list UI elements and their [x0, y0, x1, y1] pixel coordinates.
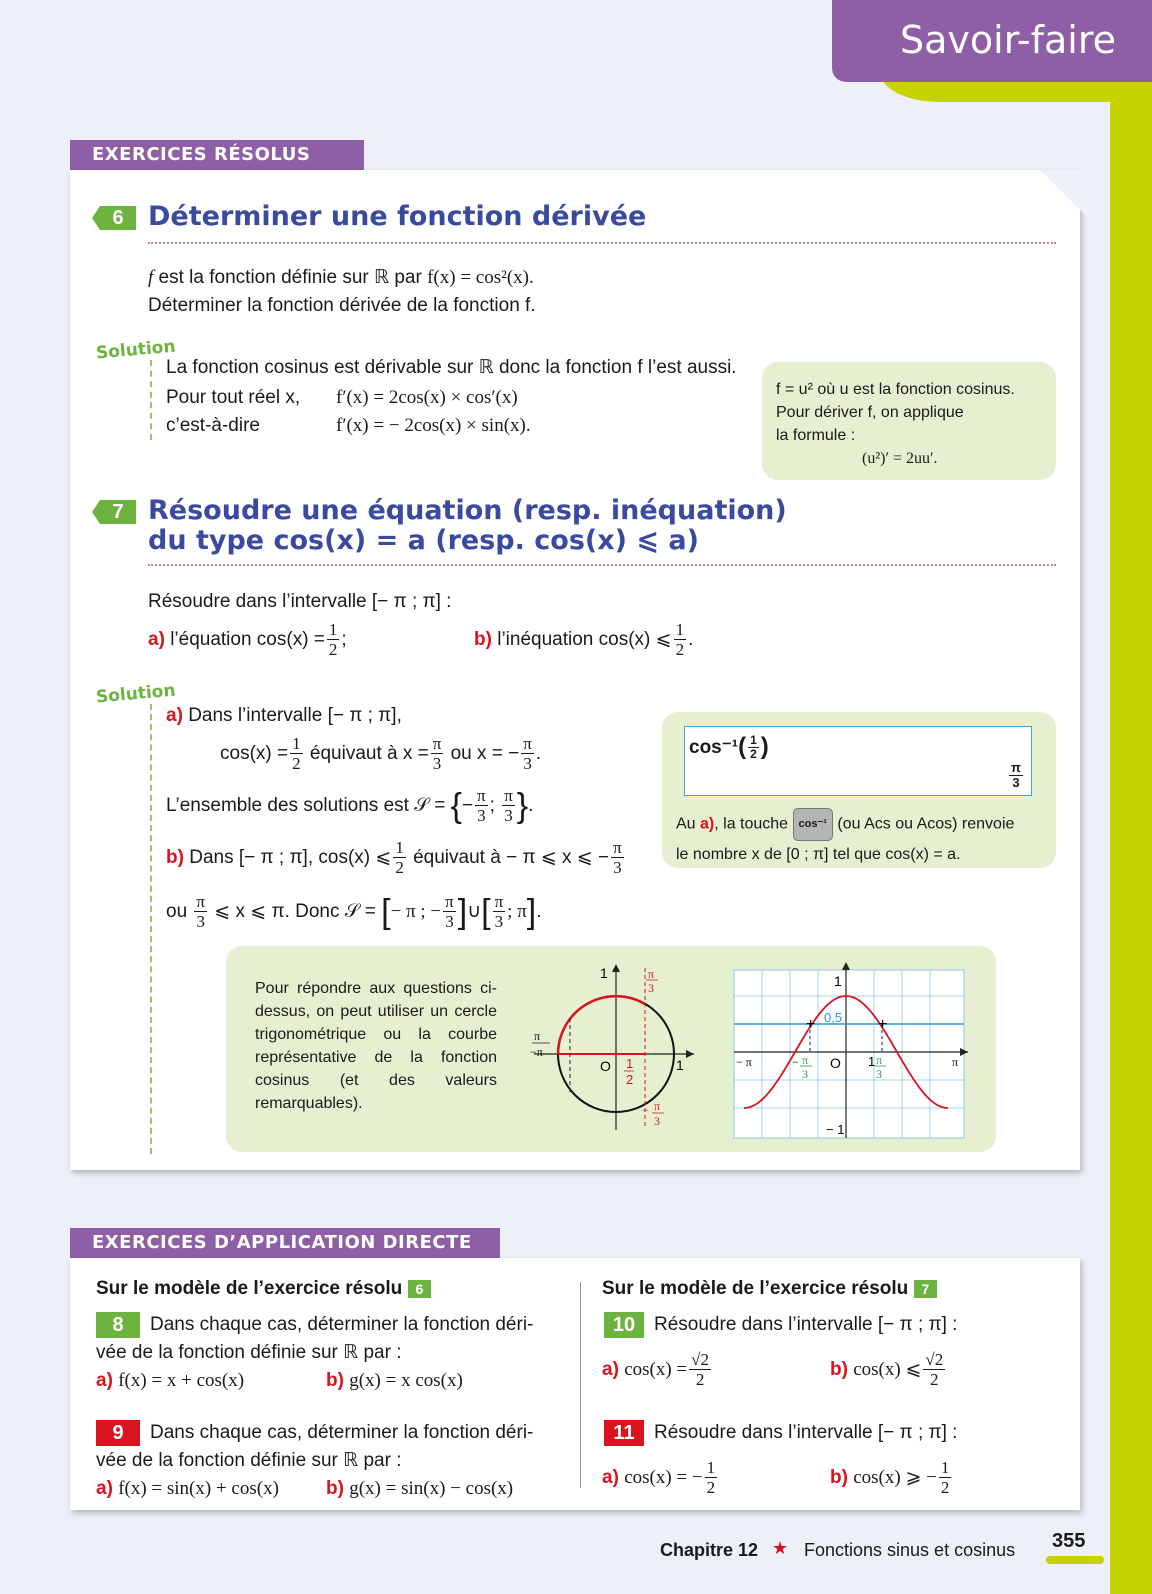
footer-chapter: Chapitre 12 — [660, 1540, 759, 1560]
solution-label: Solution — [95, 680, 177, 708]
solution-formula: f′(x) = − 2cos(x) × sin(x). — [336, 415, 531, 436]
graph-label-origin: O — [830, 1055, 841, 1071]
trigonometric-circle — [530, 958, 700, 1138]
tip-text: f = u² où u est la fonction cosinus. Pour dériver f, on applique la formule : (u²)′ = 2uu′. — [776, 381, 1015, 467]
exercise-title-line1: Résoudre une équation (resp. inéquation) — [148, 495, 787, 526]
exercise-number-badge: 7 — [100, 500, 136, 524]
exercise-question: Déterminer la fonction dérivée de la fonction f. — [148, 295, 536, 316]
solution-arc-top — [558, 996, 645, 1054]
exercise-statement: f est la fonction définie sur ℝ par f(x) = cos²(x). — [148, 267, 534, 288]
graph-label-pi3-den: 3 — [876, 1067, 882, 1081]
exercise-number-badge: 8 — [96, 1312, 140, 1338]
footer-chapter-title: Fonctions sinus et cosinus — [804, 1540, 1016, 1560]
exercise-10-b: b) cos(x) ⩽ $\frac{√2}{2}$ — [830, 1350, 944, 1389]
y-axis-arrow-icon — [842, 962, 850, 970]
exercise-10-a: a) cos(x) = $\frac{√2}{2}$ — [602, 1350, 709, 1389]
circle-label-one-right: 1 — [676, 1057, 684, 1073]
page-number: 355 — [1052, 1530, 1086, 1552]
circle-label-mpi3-sign: − — [642, 1103, 649, 1117]
graph-label-mpi3-sign: − — [792, 1055, 799, 1069]
exercise-8-line1: Dans chaque cas, déterminer la fonction déri- — [150, 1314, 534, 1335]
solution-bracket — [150, 704, 152, 1154]
solution-bracket — [150, 360, 152, 440]
solution-line: c’est-à-dire — [166, 415, 260, 436]
exercise-9-line1: Dans chaque cas, déterminer la fonction déri- — [150, 1422, 534, 1443]
exercise-10-line1: Résoudre dans l’intervalle [− π ; π] : — [654, 1314, 958, 1335]
calculator-output: $\frac{\pi}{3}$ — [1011, 760, 1021, 790]
star-icon: ★ — [772, 1538, 789, 1558]
circle-label-pi: π — [534, 1029, 541, 1043]
circle-label-half-num: 1 — [626, 1056, 634, 1071]
circle-label-half-den: 2 — [626, 1072, 634, 1087]
calculator-screen — [684, 726, 1032, 796]
intersection-marker-left-icon: + — [806, 1016, 816, 1033]
title-divider — [148, 564, 1056, 566]
solution-formula: f′(x) = 2cos(x) × cos′(x) — [336, 387, 518, 408]
exercise-number-badge: 6 — [100, 206, 136, 230]
solution-a-line1: a) Dans l’intervalle [− π ; π], — [166, 705, 402, 726]
solution-line: La fonction cosinus est dérivable sur ℝ donc la fonction f l’est aussi. — [166, 357, 737, 378]
exercise-8-line2: vée de la fonction définie sur ℝ par : — [96, 1342, 402, 1363]
graph-label-half: 0,5 — [824, 1010, 843, 1025]
exercise-8-b: b) g(x) = x cos(x) — [326, 1370, 463, 1391]
intersection-marker-right-icon: + — [878, 1016, 888, 1033]
card-folded-corner — [1040, 170, 1088, 218]
circle-label-mpi3-num: π — [654, 1099, 661, 1113]
cosine-curve-graph — [732, 962, 970, 1140]
exercise-9-line2: vée de la fonction définie sur ℝ par : — [96, 1450, 402, 1471]
exercise-9-b: b) g(x) = sin(x) − cos(x) — [326, 1478, 514, 1499]
exercise-number-badge: 10 — [604, 1312, 644, 1338]
solution-a-set: L’ensemble des solutions est 𝒮 = { − $\frac{\pi}{3}$ ; $\frac{\pi}{3}$ } . — [166, 786, 534, 825]
graph-label-mpi3-den: 3 — [802, 1067, 808, 1081]
graph-label-one: 1 — [834, 973, 842, 989]
visual-aid-text: Pour répondre aux questions ci-dessus, on peut utiliser un cercle trigonométrique ou la courbe représentative de la fonction cosinus (et des valeurs remarquables). — [255, 980, 497, 1112]
exercise-11-a: a) cos(x) = − $\frac{1}{2}$ — [602, 1458, 716, 1497]
part-b-statement: b) l’inéquation cos(x) ⩽ $\frac{1}{2}$ . — [474, 620, 694, 659]
exercise-11-line1: Résoudre dans l’intervalle [− π ; π] : — [654, 1422, 958, 1443]
exercise-9-a: a) f(x) = sin(x) + cos(x) — [96, 1478, 279, 1499]
page-edge-strip — [1110, 0, 1152, 1594]
section-label-resolved: EXERCICES RÉSOLUS — [70, 140, 364, 170]
graph-label-pi: π — [952, 1055, 959, 1069]
circle-label-mpi3-den: 3 — [654, 1114, 660, 1128]
exercise-8-a: a) f(x) = x + cos(x) — [96, 1370, 245, 1391]
exercise-statement: Résoudre dans l’intervalle [− π ; π] : — [148, 591, 452, 612]
exercise-title: Déterminer une fonction dérivée — [148, 201, 647, 232]
solution-label: Solution — [95, 336, 177, 364]
circle-label-pi3-den: 3 — [648, 981, 654, 995]
exercise-title-line2: du type cos(x) = a (resp. cos(x) ⩽ a) — [148, 525, 699, 556]
page-number-underline — [1046, 1556, 1104, 1564]
graph-label-pi3-num: π — [876, 1053, 883, 1067]
solution-b-line1: b) Dans [− π ; π], cos(x) ⩽ $\frac{1}{2}$ équivaut à − π ⩽ x ⩽ − $\frac{\pi}{3}$ — [166, 838, 622, 877]
column-divider — [580, 1282, 581, 1488]
solution-b-line2: ou $\frac{\pi}{3}$ ⩽ x ⩽ π. Donc 𝒮 = [ − π ; − $\frac{\pi}{3}$ ] ∪ [ $\frac{\pi}{3}$ ; π ] . — [166, 892, 542, 931]
graph-label-mpi3-num: π — [802, 1053, 809, 1067]
title-divider — [148, 242, 1056, 244]
graph-label-minus-pi: − π — [736, 1055, 752, 1069]
part-a-statement: a) l’équation cos(x) = $\frac{1}{2}$ ; — [148, 620, 347, 659]
calculator-input: cos⁻¹ ( $\frac{1}{2}$ ) — [689, 732, 769, 761]
graph-label-minus-one: − 1 — [826, 1122, 845, 1137]
cos-inverse-key-icon: cos⁻¹ — [793, 808, 833, 841]
circle-label-minus-pi: −π — [530, 1045, 543, 1059]
solution-a-line2: cos(x) = $\frac{1}{2}$ équivaut à x = $\frac{\pi}{3}$ ou x = − $\frac{\pi}{3}$ . — [220, 734, 542, 773]
header-title: Savoir-faire — [900, 18, 1116, 62]
section-label-direct-application: EXERCICES D’APPLICATION DIRECTE — [70, 1228, 500, 1258]
exercise-11-b: b) cos(x) ⩾ − $\frac{1}{2}$ — [830, 1458, 950, 1497]
circle-label-pi3-num: π — [648, 967, 655, 981]
right-column-title: Sur le modèle de l’exercice résolu 7 — [602, 1278, 937, 1300]
y-axis-arrow-icon — [612, 964, 620, 972]
solution-line: Pour tout réel x, — [166, 387, 301, 408]
circle-label-one-top: 1 — [600, 965, 608, 981]
left-column-title: Sur le modèle de l’exercice résolu 6 — [96, 1278, 431, 1300]
exercise-number-badge: 11 — [604, 1420, 644, 1446]
circle-label-origin: O — [600, 1058, 611, 1074]
calculator-tip-text: Au a), la touche cos⁻¹ (ou Acs ou Acos) renvoie le nombre x de [0 ; π] tel que cos(x) = a. — [676, 808, 1014, 868]
x-axis-arrow-icon — [686, 1050, 694, 1058]
exercise-number-badge: 9 — [96, 1420, 140, 1446]
graph-label-one-x: 1 — [868, 1054, 876, 1069]
